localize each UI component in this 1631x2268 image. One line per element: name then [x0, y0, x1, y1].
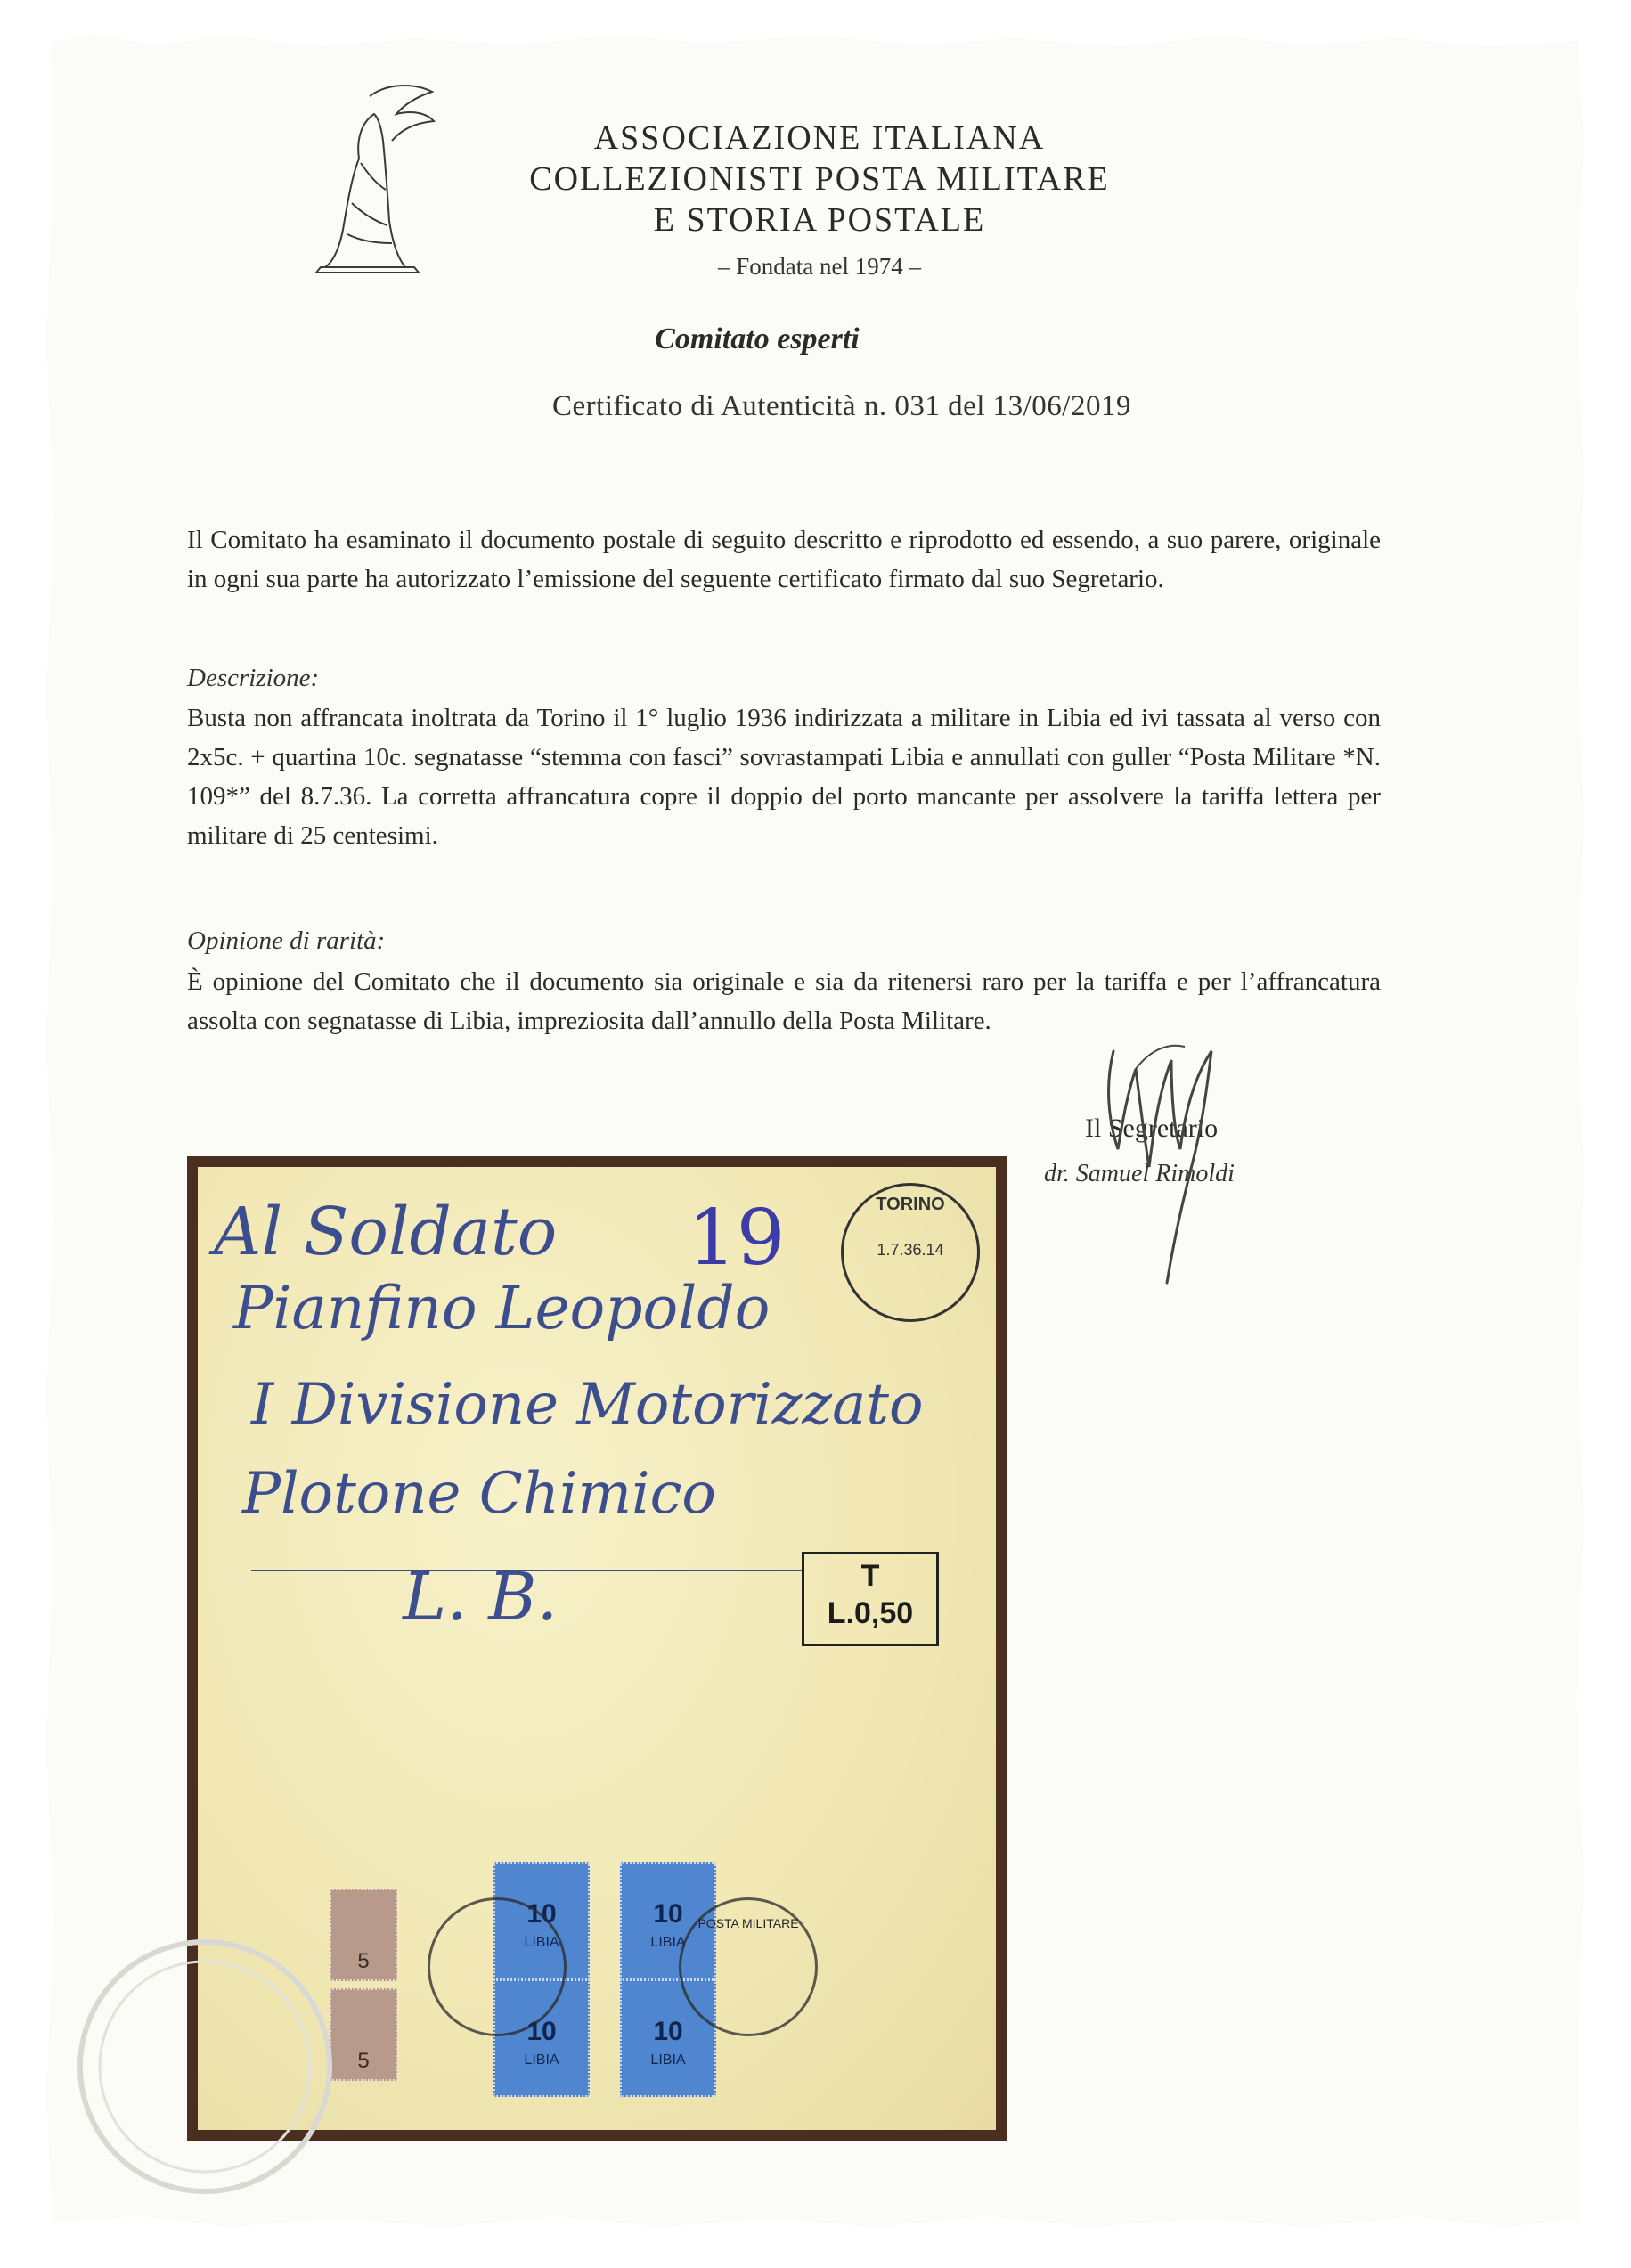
address-line3: I Divisione Motorizzato: [251, 1372, 924, 1438]
postage-due-stamp-blue: 10 LIBIA: [620, 1862, 716, 1979]
committee-title: Comitato esperti: [655, 322, 860, 355]
embossed-seal: [71, 1924, 338, 2209]
tax-mark: T: [860, 1559, 880, 1593]
address-line4: Plotone Chimico: [242, 1461, 716, 1527]
postage-due-stamp-blue: 10 LIBIA: [493, 1862, 590, 1979]
address-line2: Pianfino Leopoldo: [233, 1274, 771, 1342]
founded-text: – Fondata nel 1974 –: [718, 253, 921, 280]
header-line3: E STORIA POSTALE: [653, 201, 986, 239]
signatory-name: dr. Samuel Rimoldi: [1044, 1160, 1235, 1187]
tax-mark-box: [802, 1552, 939, 1646]
description-label: Descrizione:: [187, 664, 320, 692]
certificate-number: Certificato di Autenticità n. 031 del 13/06/2019: [552, 390, 1131, 422]
postage-due-stamp-blue: 10 LIBIA: [493, 1979, 590, 2097]
military-postmark: [428, 1897, 567, 2036]
description-text: Busta non affrancata inoltrata da Torino il 1° luglio 1936 indirizzata a militare in Libia ed ivi tassata al verso con 2x5c. + quartina 10c. segnatasse “stemma con fasci” sovrastampati Libia e annullati con guller “Posta Militare *N. 109*” del 8.7.36. La corretta affrancatura copre il doppio del porto mancante per assolvere la tariffa lettera per militare di 25 centesimi.: [187, 704, 1381, 850]
military-postmark: POSTA MILITARE: [679, 1897, 818, 2036]
postage-due-stamp-brown: 5: [330, 1889, 397, 1981]
postage-due-stamp-brown: 5: [330, 1988, 397, 2081]
intro-paragraph: Il Comitato ha esaminato il documento postale di seguito descritto e riprodotto ed essendo, a suo parere, originale in ogni sua parte ha autorizzato l’emissione del seguente certificato firmato dal suo Segretario.: [187, 526, 1381, 593]
winged-victory-logo: [307, 78, 441, 274]
postage-due-stamp-blue: 10 LIBIA: [620, 1979, 716, 2097]
handwritten-signature: [1051, 1016, 1301, 1301]
blue-number: 19: [688, 1194, 786, 1283]
header-line1: ASSOCIAZIONE ITALIANA: [593, 119, 1046, 157]
rarity-text: È opinione del Comitato che il documento sia originale e sia da ritenersi raro per la tariffa e per l’affrancatura assolta con segnatasse di Libia, impreziosita dall’annullo della Posta Militare.: [187, 967, 1381, 1035]
header-line2: COLLEZIONISTI POSTA MILITARE: [529, 160, 1110, 198]
rarity-label: Opinione di rarità:: [187, 926, 386, 955]
address-line5: L. B.: [403, 1559, 559, 1636]
tax-value: L.0,50: [827, 1596, 914, 1630]
torino-postmark: TORINO 1.7.36.14: [841, 1183, 980, 1322]
signatory-title: Il Segretario: [1085, 1114, 1219, 1143]
address-line1: Al Soldato: [214, 1194, 558, 1270]
